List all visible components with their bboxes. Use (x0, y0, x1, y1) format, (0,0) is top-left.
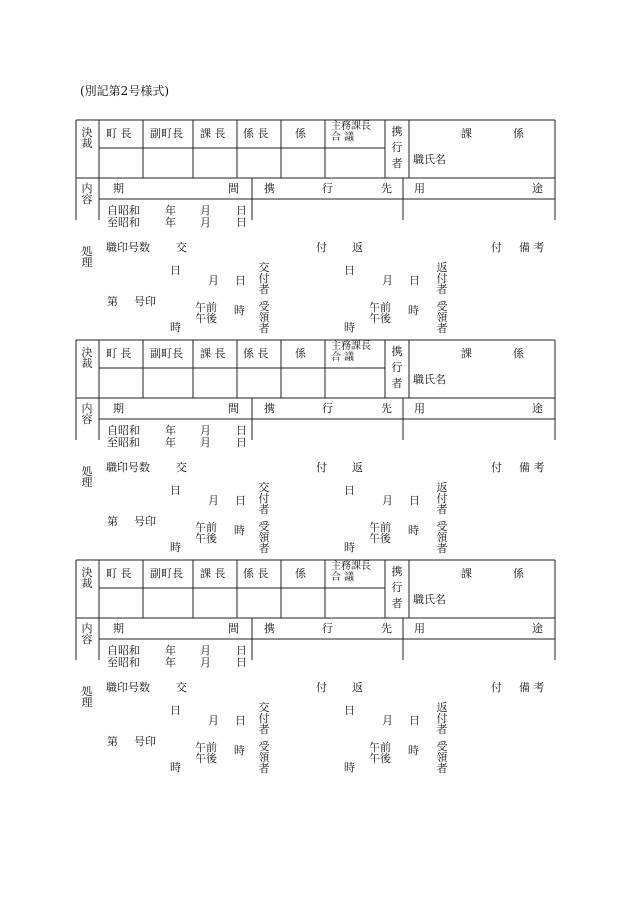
approver-3: 係 長 (243, 127, 269, 140)
returner-label: 返付者 (436, 481, 448, 516)
day-label: 日 (236, 424, 247, 437)
dest-label-3: 先 (381, 622, 392, 635)
period-label-2: 間 (228, 182, 239, 195)
note-label: 備 考 (519, 461, 545, 474)
approver-1: 副町長 (150, 127, 183, 140)
month-label: 月 (208, 274, 219, 287)
return-label-2: 付 (491, 681, 502, 694)
ji-label: 時 (344, 541, 355, 554)
dest-label-3: 先 (381, 182, 392, 195)
approver-3: 係 長 (243, 567, 269, 580)
seal-count-label: 職印号数 (106, 681, 150, 694)
to-label: 至昭和 (107, 216, 140, 229)
chief-label: 主務課長 (331, 121, 371, 132)
form-block (0, 440, 630, 775)
to-label: 至昭和 (107, 656, 140, 669)
chief-label: 主務課長 (331, 341, 371, 352)
month-label: 月 (200, 216, 211, 229)
kakari-label: 係 (513, 127, 524, 140)
day-label: 日 (235, 274, 246, 287)
purpose-label-2: 途 (532, 622, 543, 635)
time-label: 時 (234, 524, 245, 537)
day-label: 日 (236, 204, 247, 217)
to-label: 至昭和 (107, 436, 140, 449)
am-label: 午前 (369, 521, 391, 534)
dest-label-1: 携 (264, 182, 275, 195)
pm-label: 午後 (369, 752, 391, 765)
ji-label: 時 (344, 321, 355, 334)
return-label-2: 付 (491, 241, 502, 254)
seal-label: 号印 (134, 515, 156, 528)
month-label: 月 (200, 656, 211, 669)
section-label: 課 (461, 567, 472, 580)
time-label: 時 (234, 744, 245, 757)
day-label: 日 (236, 216, 247, 229)
time-label: 時 (408, 744, 419, 757)
approver-4: 係 (295, 567, 306, 580)
handle-label: 処 理 (81, 685, 93, 709)
hi-label: 日 (344, 484, 355, 497)
month-label: 月 (382, 494, 393, 507)
receiver-label: 受領者 (258, 300, 270, 335)
issue-label-2: 付 (316, 241, 327, 254)
seal-label: 号印 (134, 735, 156, 748)
from-label: 自昭和 (107, 424, 140, 437)
approver-0: 町 長 (106, 127, 132, 140)
month-label: 月 (200, 436, 211, 449)
year-label: 年 (165, 656, 176, 669)
issue-label: 交 (176, 681, 187, 694)
period-label: 期 (113, 182, 124, 195)
returner-label: 返付者 (436, 261, 448, 296)
period-label-2: 間 (228, 402, 239, 415)
receiver-label: 受領者 (258, 740, 270, 775)
number-label: 第 (107, 295, 118, 308)
dest-label-2: 行 (322, 402, 333, 415)
dest-label-2: 行 (322, 182, 333, 195)
day-label: 日 (409, 274, 420, 287)
content-label: 内 容 (81, 622, 93, 646)
day-label: 日 (235, 714, 246, 727)
dest-label-3: 先 (381, 402, 392, 415)
pm-label: 午後 (195, 532, 217, 545)
name-title: 職氏名 (413, 153, 446, 166)
purpose-label-2: 途 (532, 402, 543, 415)
note-label: 備 考 (519, 241, 545, 254)
issuer-label: 交付者 (258, 701, 270, 736)
year-label: 年 (165, 204, 176, 217)
name-title: 職氏名 (413, 373, 446, 386)
seal-label: 号印 (134, 295, 156, 308)
ji-label: 時 (170, 541, 181, 554)
approver-1: 副町長 (150, 567, 183, 580)
approver-3: 係 長 (243, 347, 269, 360)
section-label: 課 (461, 127, 472, 140)
period-label: 期 (113, 622, 124, 635)
receiver-label: 受領者 (436, 520, 448, 555)
month-label: 月 (208, 714, 219, 727)
pm-label: 午後 (369, 532, 391, 545)
form-block (0, 220, 630, 555)
seal-count-label: 職印号数 (106, 461, 150, 474)
day-label: 日 (235, 494, 246, 507)
carrier-label: 携行者 (391, 125, 403, 170)
dest-label-1: 携 (264, 622, 275, 635)
purpose-label-1: 用 (414, 622, 425, 635)
day-label: 日 (409, 494, 420, 507)
hi-label: 日 (344, 704, 355, 717)
from-label: 自昭和 (107, 204, 140, 217)
year-label: 年 (165, 216, 176, 229)
year-label: 年 (165, 436, 176, 449)
return-label: 返 (352, 461, 363, 474)
am-label: 午前 (369, 741, 391, 754)
approver-1: 副町長 (150, 347, 183, 360)
content-label: 内 容 (81, 402, 93, 426)
decision-label: 決 裁 (81, 566, 93, 590)
dest-label-1: 携 (264, 402, 275, 415)
number-label: 第 (107, 515, 118, 528)
name-title: 職氏名 (413, 593, 446, 606)
purpose-label-2: 途 (532, 182, 543, 195)
purpose-label-1: 用 (414, 402, 425, 415)
seal-count-label: 職印号数 (106, 241, 150, 254)
issue-label: 交 (176, 461, 187, 474)
month-label: 月 (382, 274, 393, 287)
council-label: 合 議 (331, 352, 355, 363)
hi-label: 日 (170, 484, 181, 497)
council-label: 合 議 (331, 132, 355, 143)
decision-label: 決 裁 (81, 126, 93, 150)
month-label: 月 (200, 644, 211, 657)
issue-label-2: 付 (316, 461, 327, 474)
ji-label: 時 (170, 761, 181, 774)
form-block (0, 0, 630, 335)
time-label: 時 (234, 304, 245, 317)
purpose-label-1: 用 (414, 182, 425, 195)
returner-label: 返付者 (436, 701, 448, 736)
am-label: 午前 (195, 521, 217, 534)
council-label: 合 議 (331, 572, 355, 583)
am-label: 午前 (195, 301, 217, 314)
approver-2: 課 長 (200, 567, 226, 580)
pm-label: 午後 (195, 752, 217, 765)
month-label: 月 (382, 714, 393, 727)
month-label: 月 (200, 424, 211, 437)
hi-label: 日 (170, 264, 181, 277)
number-label: 第 (107, 735, 118, 748)
kakari-label: 係 (513, 347, 524, 360)
handle-label: 処 理 (81, 245, 93, 269)
period-label: 期 (113, 402, 124, 415)
carrier-label: 携行者 (391, 565, 403, 610)
hi-label: 日 (344, 264, 355, 277)
approver-2: 課 長 (200, 347, 226, 360)
period-label-2: 間 (228, 622, 239, 635)
day-label: 日 (236, 656, 247, 669)
day-label: 日 (409, 714, 420, 727)
pm-label: 午後 (195, 312, 217, 325)
time-label: 時 (408, 304, 419, 317)
decision-label: 決 裁 (81, 346, 93, 370)
receiver-label: 受領者 (436, 300, 448, 335)
month-label: 月 (200, 204, 211, 217)
handle-label: 処 理 (81, 465, 93, 489)
return-label: 返 (352, 241, 363, 254)
approver-2: 課 長 (200, 127, 226, 140)
approver-0: 町 長 (106, 347, 132, 360)
am-label: 午前 (195, 741, 217, 754)
issuer-label: 交付者 (258, 481, 270, 516)
approver-4: 係 (295, 127, 306, 140)
carrier-label: 携行者 (391, 345, 403, 390)
return-label-2: 付 (491, 461, 502, 474)
issuer-label: 交付者 (258, 261, 270, 296)
section-label: 課 (461, 347, 472, 360)
month-label: 月 (208, 494, 219, 507)
day-label: 日 (236, 436, 247, 449)
from-label: 自昭和 (107, 644, 140, 657)
ji-label: 時 (170, 321, 181, 334)
hi-label: 日 (170, 704, 181, 717)
time-label: 時 (408, 524, 419, 537)
dest-label-2: 行 (322, 622, 333, 635)
approver-0: 町 長 (106, 567, 132, 580)
note-label: 備 考 (519, 681, 545, 694)
day-label: 日 (236, 644, 247, 657)
approver-4: 係 (295, 347, 306, 360)
pm-label: 午後 (369, 312, 391, 325)
issue-label: 交 (176, 241, 187, 254)
issue-label-2: 付 (316, 681, 327, 694)
year-label: 年 (165, 644, 176, 657)
year-label: 年 (165, 424, 176, 437)
return-label: 返 (352, 681, 363, 694)
form-header: (別記第2号様式) (80, 84, 169, 98)
chief-label: 主務課長 (331, 561, 371, 572)
kakari-label: 係 (513, 567, 524, 580)
content-label: 内 容 (81, 182, 93, 206)
receiver-label: 受領者 (436, 740, 448, 775)
am-label: 午前 (369, 301, 391, 314)
receiver-label: 受領者 (258, 520, 270, 555)
ji-label: 時 (344, 761, 355, 774)
